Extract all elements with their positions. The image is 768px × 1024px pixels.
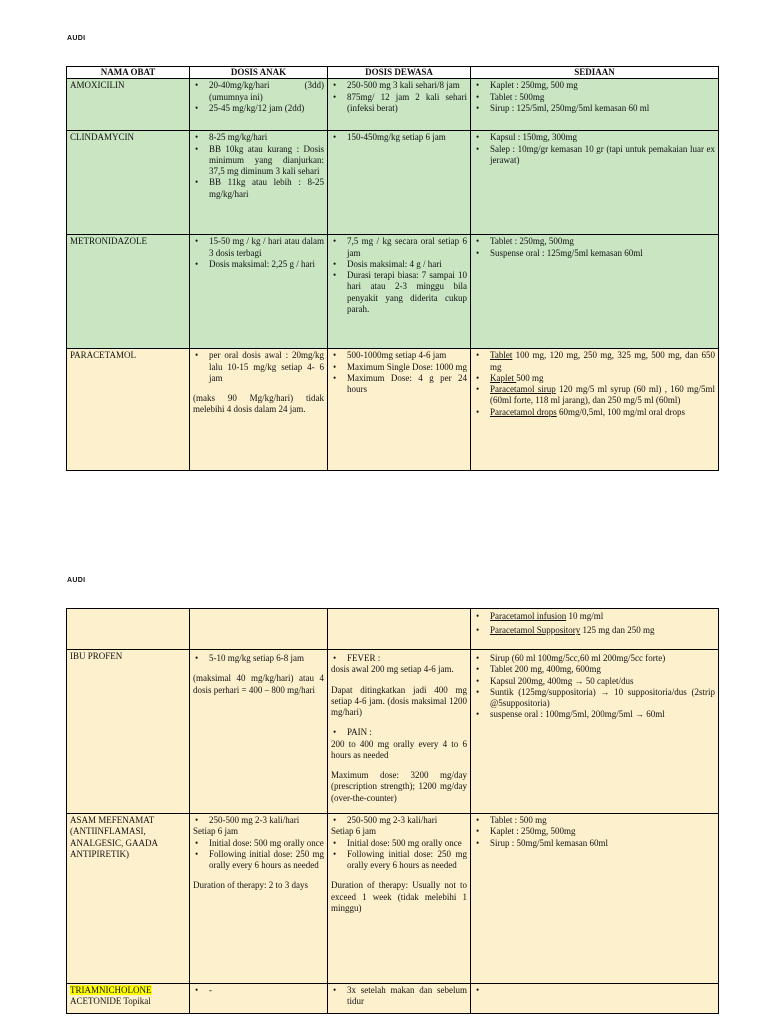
table-row (67, 984, 719, 1014)
dosis-anak-cell (190, 650, 328, 814)
table-row (67, 650, 719, 814)
list-item (474, 407, 715, 418)
dosis-anak-cell (190, 814, 328, 984)
list-item: • BB 10kg atau kurang : Dosis minimum yang dianjurkan: 37,5 mg diminum 3 kali sehari (193, 144, 324, 178)
list-item: • Tablet 200 mg, 400mg, 600mg (474, 664, 715, 675)
list-item: • - (193, 985, 324, 996)
list-item: • Dosis maksimal: 2,25 g / hari (193, 259, 324, 270)
drug-name-rest: ACETONIDE Topikal (70, 996, 151, 1007)
list-item: • Following initial dose: 250 mg orally every 6 hours as needed (193, 849, 324, 872)
list-item: • Following initial dose: 250 mg orally every 6 hours as needed (331, 849, 467, 872)
dosis-dewasa-cell (328, 235, 471, 349)
column-header-dosis-anak: DOSIS ANAK (190, 67, 328, 79)
dose-note: Dapat ditingkatkan jadi 400 mg setiap 4-6 jam. (dosis maksimal 1200 mg/hari) (331, 684, 467, 717)
dose-note: (maksimal 40 mg/kg/hari) atau 4 dosis perhari = 400 – 800 mg/hari (193, 673, 324, 695)
list-item: • 500-1000mg setiap 4-6 jam (331, 350, 467, 361)
highlighted-text: TRIAMNICHOLONE (70, 985, 152, 995)
list-item (474, 611, 715, 622)
dose-text: dosis awal 200 mg setiap 4-6 jam. (331, 664, 454, 675)
list-item: • 8-25 mg/kg/hari (193, 132, 324, 143)
list-item: • Suspense oral : 125mg/5ml kemasan 60ml (474, 248, 715, 259)
product-name: Paracetamol drops (490, 406, 557, 417)
table-row (67, 349, 719, 471)
dosis-anak-cell (190, 984, 328, 1014)
product-name: Paracetamol Suppository (490, 625, 581, 636)
list-item: • PAIN : (331, 727, 467, 738)
drug-name: IBU PROFEN (67, 650, 190, 814)
drug-name: CLINDAMYCIN (67, 131, 190, 235)
column-header-nama-obat: NAMA OBAT (67, 67, 190, 79)
table-row (67, 814, 719, 984)
drug-name: METRONIDAZOLE (67, 235, 190, 349)
list-item: • Durasi terapi biasa: 7 sampai 10 hari atau 2-3 minggu bila penyakit yang diderita cukup parah. (331, 270, 467, 315)
page-header: AUDI (67, 577, 86, 584)
drug-name (67, 984, 190, 1014)
list-item: • FEVER : (331, 653, 467, 664)
list-item: • Maximum Single Dose: 1000 mg (331, 362, 467, 373)
list-item: • 7,5 mg / kg secara oral setiap 6 jam (331, 236, 467, 259)
dosis-anak-cell (190, 609, 328, 650)
page-header: AUDI (67, 35, 86, 42)
list-item: • 5-10 mg/kg setiap 6-8 jam (193, 653, 324, 664)
dosis-dewasa-cell (328, 814, 471, 984)
list-item: • per oral dosis awal : 20mg/kg lalu 10-15 mg/kg setiap 4- 6 jam (193, 350, 324, 384)
table-row (67, 235, 719, 349)
sediaan-cell (471, 650, 719, 814)
product-name: Kaplet (490, 372, 517, 383)
dosis-anak-cell (190, 79, 328, 131)
dose-text: 200 to 400 mg orally every 4 to 6 hours as needed (331, 738, 467, 760)
drug-table-2 (66, 608, 719, 1014)
product-detail: 120 mg/5 ml syrup (60 ml) , 160 mg/5ml (60ml forte, 118 ml jarang), dan 250 mg/5 ml (60ml) (490, 384, 716, 406)
list-item: • 875mg/ 12 jam 2 kali sehari (infeksi berat) (331, 92, 467, 115)
list-item: • Tablet : 250mg, 500mg (474, 236, 715, 247)
table-row (67, 131, 719, 235)
product-detail: 100 mg, 120 mg, 250 mg, 325 mg, 500 mg, dan 650 mg (490, 350, 715, 372)
dose-text: Setiap 6 jam (331, 826, 376, 837)
table-row (67, 79, 719, 131)
dosis-anak-cell (190, 349, 328, 471)
product-detail: 10 mg/ml (566, 611, 604, 621)
dosis-dewasa-cell (328, 984, 471, 1014)
dosis-dewasa-cell (328, 131, 471, 235)
sediaan-cell (471, 349, 719, 471)
sediaan-cell (471, 984, 719, 1014)
dosis-anak-cell (190, 235, 328, 349)
list-item: • 150-450mg/kg setiap 6 jam (331, 132, 467, 143)
sediaan-cell (471, 79, 719, 131)
list-item: • Kapsul : 150mg, 300mg (474, 132, 715, 143)
dose-note: (maks 90 Mg/kg/hari) tidak melebihi 4 dosis dalam 24 jam. (193, 393, 324, 415)
dosis-dewasa-cell (328, 609, 471, 650)
drug-table-1 (66, 66, 719, 471)
list-item (474, 373, 715, 384)
list-item: • Tablet : 500 mg (474, 815, 715, 826)
list-item: • Kaplet : 250mg, 500 mg (474, 80, 715, 91)
product-name: Paracetamol sirup (490, 384, 556, 394)
list-item: • Initial dose: 500 mg orally once (193, 838, 324, 849)
list-item: • Sirup : 50mg/5ml kemasan 60ml (474, 838, 715, 849)
list-item: • BB 11kg atau lebih : 8-25 mg/kg/hari (193, 177, 324, 200)
list-item: • Kaplet : 250mg, 500mg (474, 826, 715, 837)
drug-name (67, 609, 190, 650)
drug-name: ASAM MEFENAMAT (ANTIINFLAMASI, ANALGESIC, GAADA ANTIPIRETIK) (67, 814, 190, 984)
dosis-anak-cell (190, 131, 328, 235)
column-header-dosis-dewasa: DOSIS DEWASA (328, 67, 471, 79)
list-item: • Tablet : 500mg (474, 92, 715, 103)
list-item: • 25-45 mg/kg/12 jam (2dd) (193, 103, 324, 114)
drug-name: AMOXICILIN (67, 79, 190, 131)
product-detail: 125 mg dan 250 mg (580, 625, 655, 636)
list-item: • Initial dose: 500 mg orally once (331, 838, 467, 849)
dosis-dewasa-cell (328, 79, 471, 131)
list-item: • Maximum Dose: 4 g per 24 hours (331, 373, 467, 396)
sediaan-cell (471, 131, 719, 235)
list-item: • suspense oral : 100mg/5ml, 200mg/5ml → 60ml (474, 709, 715, 720)
list-item: • Dosis maksimal: 4 g / hari (331, 259, 467, 270)
sediaan-cell (471, 609, 719, 650)
drug-name: PARACETAMOL (67, 349, 190, 471)
sediaan-cell (471, 235, 719, 349)
product-detail: 60mg/0,5ml, 100 mg/ml oral drops (556, 406, 685, 417)
list-item (474, 350, 715, 373)
column-header-sediaan: SEDIAAN (471, 67, 719, 79)
list-item: • Suntik (125mg/suppositoria) → 10 suppositoria/dus (2strip @5suppositoria) (474, 687, 715, 710)
product-name: Tablet (490, 350, 513, 361)
list-item: • Salep : 10mg/gr kemasan 10 gr (tapi untuk pemakaian luar ex jerawat) (474, 144, 715, 167)
table-row (67, 609, 719, 650)
list-item: • 250-500 mg 3 kali sehari/8 jam (331, 80, 467, 91)
sediaan-cell (471, 814, 719, 984)
list-item (474, 625, 715, 636)
list-item: • Sirup : 125/5ml, 250mg/5ml kemasan 60 ml (474, 103, 715, 114)
list-item: • 250-500 mg 2-3 kali/hari (331, 815, 467, 826)
product-name: Paracetamol infusion (490, 611, 567, 621)
list-item: • Kapsul 200mg, 400mg → 50 caplet/dus (474, 676, 715, 687)
product-detail: 500 mg (516, 372, 544, 383)
dose-note: Duration of therapy: Usually not to exceed 1 week (tidak melebihi 1 minggu) (331, 880, 467, 913)
list-item: • 3x setelah makan dan sebelum tidur (331, 985, 467, 1008)
dosis-dewasa-cell (328, 349, 471, 471)
dose-text: Setiap 6 jam (193, 826, 238, 837)
dose-note: Maximum dose: 3200 mg/day (prescription strength); 1200 mg/day (over-the-counter) (331, 770, 467, 803)
list-item: • 20-40mg/kg/hari (3dd) (umumnya ini) (193, 80, 324, 103)
list-item: • 15-50 mg / kg / hari atau dalam 3 dosis terbagi (193, 236, 324, 259)
dosis-dewasa-cell (328, 650, 471, 814)
list-item: • 250-500 mg 2-3 kali/hari (193, 815, 324, 826)
list-item (474, 384, 715, 407)
dose-note: Duration of therapy: 2 to 3 days (193, 880, 308, 891)
list-item: • Sirup (60 ml 100mg/5cc,60 ml 200mg/5cc forte) (474, 653, 715, 664)
